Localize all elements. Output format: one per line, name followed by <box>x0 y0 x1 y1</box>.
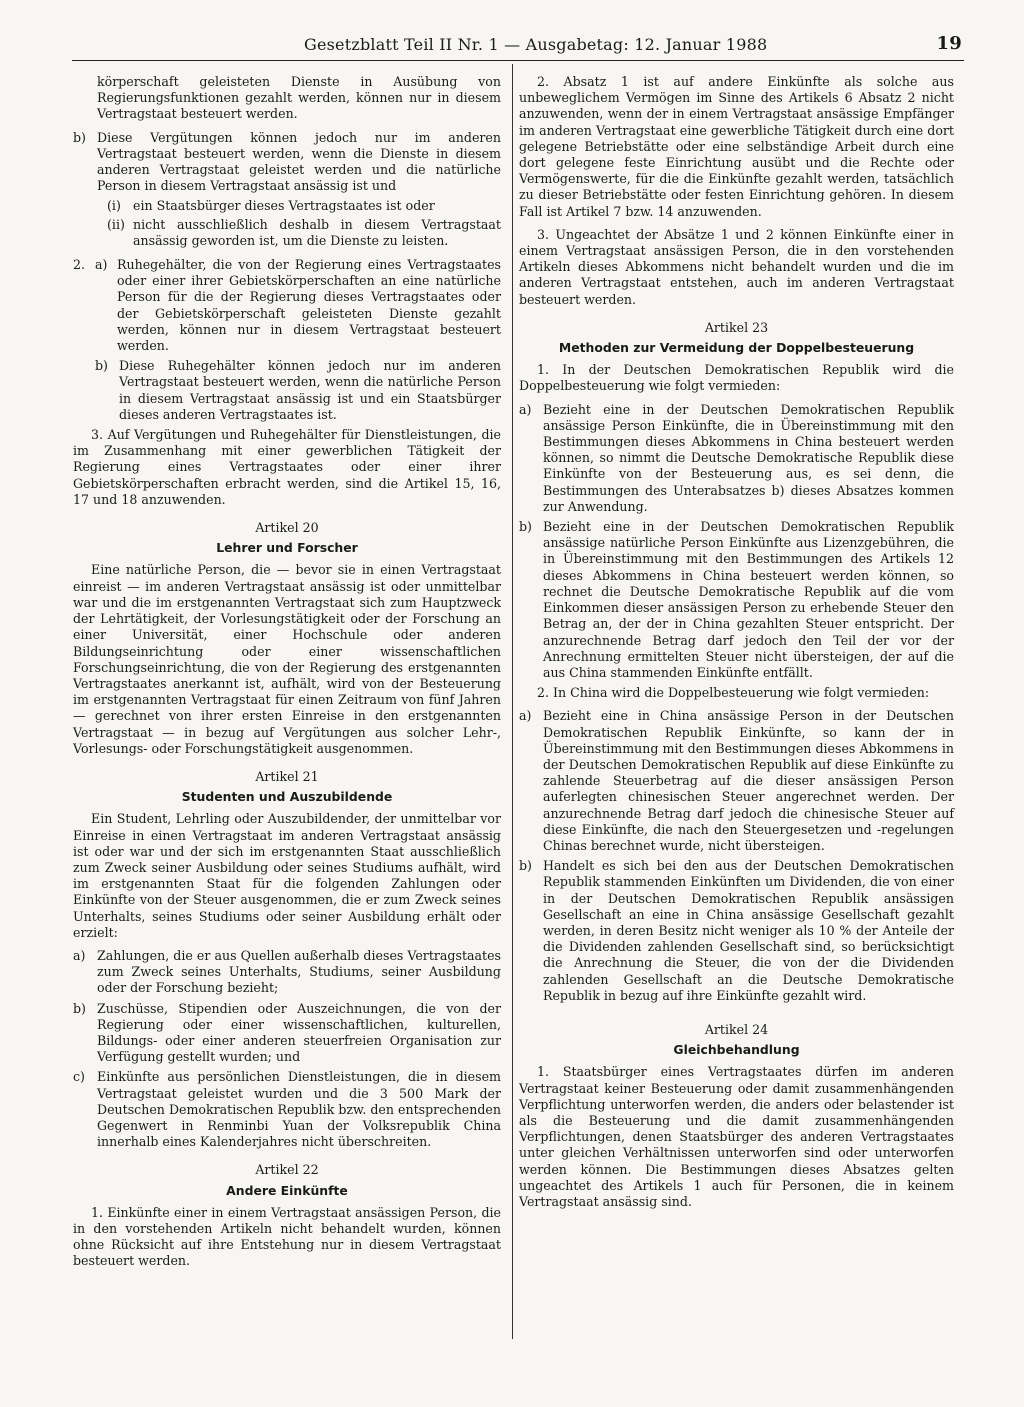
article-number: Artikel 24 <box>704 1021 769 1037</box>
sub-item <box>107 217 501 249</box>
sub-item-label: (i) <box>107 198 121 214</box>
paragraph: 3. Ungeachtet der Absätze 1 und 2 können Einkünfte einer in einem Vertragstaat ansässigen Person, die in den vorstehenden Artikeln dieses Abkommens nicht behandelt wurden und die im anderen Vertragstaat entstehen, auch im anderen Vertragstaat besteuert werden. <box>519 226 954 307</box>
list-item <box>519 708 954 854</box>
item-text: Bezieht eine in der Deutschen Demokratischen Republik ansässige natürliche Person Einkünfte aus Lizenzgebühren, die in Übereinstimmung mit den Bestimmungen des Artikels 12 dieses Abkommens in China besteuert werden können, so rechnet die Deutsche Demokratische Republik auf die vom Einkommen dieser ansässigen Person zu erhebende Steuer den Betrag an, der der in China gezahlten Steuer entspricht. Der anzurechnende Betrag darf jedoch den Teil der vor der Anrechnung ermittelten Steuer nicht übersteigen, der auf die aus China stammenden Einkünfte entfällt. <box>543 519 954 680</box>
left-column <box>73 74 501 1277</box>
article-title: Lehrer und Forscher <box>216 540 358 556</box>
paragraph: 2. In China wird die Doppelbesteuerung wie folgt vermieden: <box>537 685 930 701</box>
paragraph: 1. In der Deutschen Demokratischen Republik wird die Doppelbesteuerung wie folgt vermieden: <box>519 362 954 394</box>
item-text: Diese Vergütungen können jedoch nur im anderen Vertragstaat besteuert werden, wenn die Dienste in diesem anderen Vertragstaat geleistet werden und die natürliche Person in diesem Vertragstaat ansässig ist und <box>97 129 501 194</box>
item-text: Zahlungen, die er aus Quellen außerhalb dieses Vertragstaates zum Zweck seines Unterhalts, Studiums, seiner Ausbildung oder der Forschung bezieht; <box>97 947 501 996</box>
list-item <box>519 402 954 515</box>
item-label: c) <box>73 1069 85 1085</box>
article-number: Artikel 21 <box>255 768 319 784</box>
item-text: Zuschüsse, Stipendien oder Auszeichnungen, die von der Regierung oder einer wissenschaftlichen, kulturellen, Bildungs- oder einer anderen steuerfreien Organisation zur Verfügung gestellt wurden; und <box>97 1000 501 1065</box>
item-label: b) <box>519 519 532 535</box>
article-number: Artikel 23 <box>704 319 769 335</box>
page-header <box>72 31 962 61</box>
article-title: Andere Einkünfte <box>226 1182 348 1198</box>
item-label: b) <box>73 129 86 145</box>
sub-item-text: ein Staatsbürger dieses Vertragstaates ist oder <box>133 198 435 214</box>
item-label: b) <box>73 1000 86 1016</box>
item-text: Handelt es sich bei den aus der Deutschen Demokratischen Republik stammenden Einkünften um Dividenden, die von einer in der Deutschen Demokratischen Republik ansässigen Gesellschaft an eine in China ansässige Gesellschaft gezahlt werden, in deren Besitz nicht weniger als 10 % der Anteile der die Dividenden zahlenden Gesellschaft sind, so berücksichtigt die Anrechnung die Steuer, die von der die Dividenden zahlenden Gesellschaft an die Deutsche Demokratische Republik in bezug auf ihre Einkünfte gezahlt wird. <box>543 858 954 1003</box>
list-item <box>73 130 501 195</box>
header-rule <box>72 60 964 61</box>
page-number: 19 <box>936 33 962 54</box>
article-title: Studenten und Auszubildende <box>181 789 393 805</box>
list-item <box>73 1069 501 1150</box>
paragraph-continuation: körperschaft geleisteten Dienste in Ausübung von Regierungsfunktionen gezahlt werden, können nur in diesem Vertragstaat besteuert werden. <box>97 74 501 122</box>
paragraph: 3. Auf Vergütungen und Ruhegehälter für Dienstleistungen, die im Zusammenhang mit einer gewerblichen Tätigkeit der Regierung eines Vertragstaates oder einer ihrer Gebietskörperschaften erbracht werden, sind die Artikel 15, 16, 17 und 18 anzuwenden. <box>73 427 501 507</box>
column-divider <box>512 64 513 1339</box>
item-label: a) <box>519 401 532 417</box>
paragraph: 1. Einkünfte einer in einem Vertragstaat ansässigen Person, die in den vorstehenden Artikeln nicht behandelt wurden, können ohne Rücksicht auf ihre Entstehung nur in diesem Vertragstaat besteuert werden. <box>73 1204 501 1269</box>
item-text: Bezieht eine in der Deutschen Demokratischen Republik ansässige Person Einkünfte, die in Übereinstimmung mit den Bestimmungen dieses Abkommens in China besteuert werden können, so nimmt die Deutsche Demokratische Republik diese Einkünfte von der Besteuerung aus, es sei denn, die Bestimmungen des Unterabsatzes b) dieses Absatzes kommen zur Anwendung. <box>543 401 954 514</box>
item-text: Einkünfte aus persönlichen Dienstleistungen, die in diesem Vertragstaat geleistet wurden und die 3 500 Mark der Deutschen Demokratischen Republik bzw. den entsprechenden Gegenwert in Renminbi Yuan der Volksrepublik China innerhalb eines Kalenderjahres nicht überschreiten. <box>97 1069 501 1150</box>
paragraph: 1. Staatsbürger eines Vertragstaates dürfen im anderen Vertragstaat keiner Besteuerung oder damit zusammenhängenden Verpflichtung unterworfen werden, die anders oder belastender ist als die Besteuerung und die damit zusammenhängenden Verpflichtungen, denen Staatsbürger des anderen Vertragstaates unter gleichen Verhältnissen unterworfen sind oder unterworfen werden können. Die Bestimmungen dieses Absatzes gelten ungeachtet des Artikels 1 auch für Personen, die in keinem Vertragstaat ansässig sind. <box>519 1064 954 1209</box>
article-number: Artikel 20 <box>255 520 319 536</box>
gazette-title: Gesetzblatt Teil II Nr. 1 — Ausgabetag: 12. Januar 1988 <box>304 35 768 54</box>
item-text: Bezieht eine in China ansässige Person in der Deutschen Demokratischen Republik Einkünfte, so kann der in Übereinstimmung mit den Bestimmungen dieses Abkommens in der Deutschen Demokratischen Republik auf diese Einkünfte zu zahlende Steuerbetrag auf die dieser ansässigen Person auferlegten chinesischen Steuer angerechnet werden. Der anzurechnende Betrag darf jedoch die chinesische Steuer auf diese Einkünfte, die nach den Steuergesetzen und -regelungen Chinas berechnet wurde, nicht übersteigen. <box>543 708 954 853</box>
item-label: b) <box>95 358 108 374</box>
list-item <box>73 257 501 354</box>
paragraph-number: 2. <box>73 257 86 273</box>
paragraph: Eine natürliche Person, die — bevor sie in einen Vertragstaat einreist — im anderen Vertragstaat ansässig ist oder unmittelbar war und die im erstgenannten Vertragstaat sich zum Hauptzweck der Lehrtätigkeit, der Vorlesungstätigkeit oder der Forschung an einer Universität, einer Hochschule oder anderen Bildungseinrichtung oder einer wissenschaftlichen Forschungseinrichtung, die von der Regierung des erstgenannten Vertragstaates anerkannt ist, aufhält, wird von der Besteuerung im erstgenannten Vertragstaat für einen Zeitraum von fünf Jahren — gerechnet von ihrer ersten Einreise in den erstgenannten Vertragstaat — in bezug auf Vergütungen aus solcher Lehr-, Vorlesungs- oder Forschungstätigkeit ausgenommen. <box>73 562 501 756</box>
list-item <box>73 948 501 997</box>
sub-item-text: nicht ausschließlich deshalb in diesem Vertragstaat ansässig geworden ist, um die Dienste zu leisten. <box>133 216 501 248</box>
item-label: a) <box>95 257 108 273</box>
list-item <box>519 858 954 1004</box>
item-text: Diese Ruhegehälter können jedoch nur im anderen Vertragstaat besteuert werden, wenn die natürliche Person in diesem Vertragstaat ansässig ist und ein Staatsbürger dieses anderen Vertragstaates ist. <box>119 358 501 422</box>
list-item <box>519 519 954 681</box>
sub-item-label: (ii) <box>107 216 125 232</box>
item-label: b) <box>519 858 532 874</box>
paragraph: 2. Absatz 1 ist auf andere Einkünfte als solche aus unbeweglichem Vermögen im Sinne des Artikels 6 Absatz 2 nicht anzuwenden, wenn der in einem Vertragstaat ansässige Empfänger im anderen Vertragstaat eine gewerbliche Tätigkeit durch eine dort gelegene Betriebstätte oder eine selbständige Arbeit durch eine dort gelegene feste Einrichtung ausübt und die Rechte oder Vermögenswerte, für die die Einkünfte gezahlt werden, tatsächlich zu dieser Betriebstätte oder festen Einrichtung gehören. In diesem Fall ist Artikel 7 bzw. 14 anzuwenden. <box>519 74 954 219</box>
item-label: a) <box>73 947 86 963</box>
right-column <box>519 74 954 1217</box>
sub-item <box>107 198 501 214</box>
article-number: Artikel 22 <box>255 1162 319 1178</box>
article-title: Methoden zur Vermeidung der Doppelbesteuerung <box>558 340 915 356</box>
paragraph: Ein Student, Lehrling oder Auszubildender, der unmittelbar vor Einreise in einen Vertragstaat im anderen Vertragstaat ansässig ist oder war und der sich im erstgenannten Staat ausschließlich zum Zweck seiner Ausbildung oder seines Studiums aufhält, wird im erstgenannten Staat für die folgenden Zahlungen oder Einkünfte von der Steuer ausgenommen, die er zum Zweck seines Unterhalts, seines Studiums oder seiner Ausbildung erhält oder erzielt: <box>73 811 501 940</box>
article-title: Gleichbehandlung <box>673 1042 800 1058</box>
list-item <box>73 1001 501 1066</box>
item-text: Ruhegehälter, die von der Regierung eines Vertragstaates oder einer ihrer Gebietskörperschaften an eine natürliche Person für die der Regierung dieses Vertragstaates oder der Gebietskörperschaft geleisteten Dienste gezahlt werden, können nur in diesem Vertragstaat besteuert werden. <box>117 257 501 354</box>
list-item <box>95 358 501 423</box>
item-label: a) <box>519 708 532 724</box>
